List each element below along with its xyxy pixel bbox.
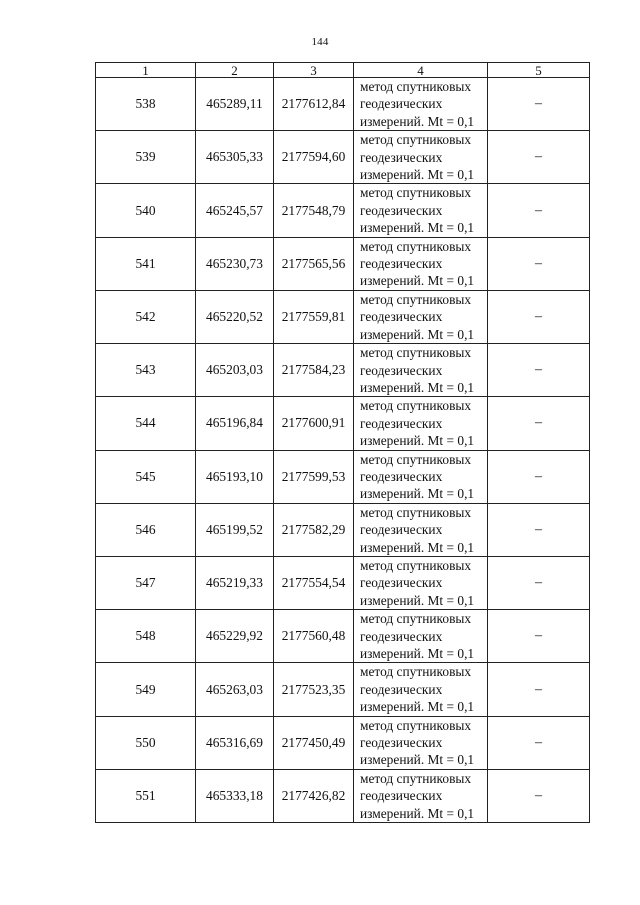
method-cell <box>354 184 488 237</box>
method-text-line: геодезических <box>360 149 443 165</box>
point-number-cell: 538 <box>96 78 196 131</box>
table-row <box>96 184 590 237</box>
column-header-2: 2 <box>196 63 274 78</box>
column-header-3: 3 <box>274 63 354 78</box>
note-cell: – <box>488 610 590 663</box>
x-coordinate-cell: 465289,11 <box>196 78 274 131</box>
x-coordinate-cell: 465220,52 <box>196 290 274 343</box>
table-row <box>96 450 590 503</box>
column-header-5: 5 <box>488 63 590 78</box>
method-text-line: метод спутниковых <box>360 132 472 148</box>
y-coordinate-cell: 2177523,35 <box>274 663 354 716</box>
y-coordinate-cell: 2177554,54 <box>274 556 354 609</box>
x-coordinate-cell: 465193,10 <box>196 450 274 503</box>
table-row <box>96 503 590 556</box>
note-cell: – <box>488 344 590 397</box>
note-cell: – <box>488 556 590 609</box>
method-cell <box>354 450 488 503</box>
column-header-1: 1 <box>96 63 196 78</box>
x-coordinate-cell: 465305,33 <box>196 131 274 184</box>
column-header-4: 4 <box>354 63 488 78</box>
x-coordinate-cell: 465316,69 <box>196 716 274 769</box>
point-number-cell: 551 <box>96 769 196 822</box>
method-text-line: метод спутниковых <box>360 398 472 414</box>
y-coordinate-cell: 2177548,79 <box>274 184 354 237</box>
y-coordinate-cell: 2177426,82 <box>274 769 354 822</box>
y-coordinate-cell: 2177584,23 <box>274 344 354 397</box>
point-number-cell: 543 <box>96 344 196 397</box>
method-text-line: метод спутниковых <box>360 770 472 786</box>
method-cell <box>354 131 488 184</box>
note-cell: – <box>488 503 590 556</box>
method-text-line: измерений. Mt = 0,1 <box>360 539 475 555</box>
y-coordinate-cell: 2177582,29 <box>274 503 354 556</box>
method-text-line: метод спутниковых <box>360 238 472 254</box>
y-coordinate-cell: 2177599,53 <box>274 450 354 503</box>
method-text-line: измерений. Mt = 0,1 <box>360 326 475 342</box>
point-number-cell: 546 <box>96 503 196 556</box>
method-cell <box>354 290 488 343</box>
method-text-line: геодезических <box>360 788 443 804</box>
y-coordinate-cell: 2177600,91 <box>274 397 354 450</box>
y-coordinate-cell: 2177612,84 <box>274 78 354 131</box>
table-row <box>96 610 590 663</box>
note-cell: – <box>488 131 590 184</box>
method-cell <box>354 237 488 290</box>
method-text-line: измерений. Mt = 0,1 <box>360 167 475 183</box>
table-row <box>96 716 590 769</box>
coordinates-table <box>95 62 590 823</box>
method-cell <box>354 716 488 769</box>
note-cell: – <box>488 450 590 503</box>
point-number-cell: 540 <box>96 184 196 237</box>
method-text-line: геодезических <box>360 256 443 272</box>
method-cell <box>354 769 488 822</box>
method-text-line: измерений. Mt = 0,1 <box>360 592 475 608</box>
method-cell <box>354 556 488 609</box>
method-cell <box>354 78 488 131</box>
note-cell: – <box>488 237 590 290</box>
method-text-line: измерений. Mt = 0,1 <box>360 752 475 768</box>
table-row <box>96 769 590 822</box>
method-cell <box>354 344 488 397</box>
table-row <box>96 237 590 290</box>
x-coordinate-cell: 465230,73 <box>196 237 274 290</box>
method-text-line: метод спутниковых <box>360 291 472 307</box>
method-text-line: измерений. Mt = 0,1 <box>360 486 475 502</box>
point-number-cell: 545 <box>96 450 196 503</box>
method-text-line: метод спутниковых <box>360 664 472 680</box>
method-text-line: геодезических <box>360 681 443 697</box>
x-coordinate-cell: 465263,03 <box>196 663 274 716</box>
method-text-line: метод спутниковых <box>360 717 472 733</box>
note-cell: – <box>488 184 590 237</box>
note-cell: – <box>488 716 590 769</box>
x-coordinate-cell: 465196,84 <box>196 397 274 450</box>
table-row <box>96 78 590 131</box>
method-text-line: измерений. Mt = 0,1 <box>360 220 475 236</box>
x-coordinate-cell: 465199,52 <box>196 503 274 556</box>
point-number-cell: 541 <box>96 237 196 290</box>
point-number-cell: 539 <box>96 131 196 184</box>
method-text-line: геодезических <box>360 309 443 325</box>
y-coordinate-cell: 2177450,49 <box>274 716 354 769</box>
note-cell: – <box>488 663 590 716</box>
method-text-line: метод спутниковых <box>360 451 472 467</box>
method-text-line: геодезических <box>360 415 443 431</box>
method-cell <box>354 663 488 716</box>
method-text-line: метод спутниковых <box>360 611 472 627</box>
method-text-line: измерений. Mt = 0,1 <box>360 113 475 129</box>
method-text-line: измерений. Mt = 0,1 <box>360 805 475 821</box>
x-coordinate-cell: 465229,92 <box>196 610 274 663</box>
note-cell: – <box>488 78 590 131</box>
table-row <box>96 344 590 397</box>
method-text-line: метод спутниковых <box>360 79 472 94</box>
method-text-line: метод спутниковых <box>360 504 472 520</box>
y-coordinate-cell: 2177594,60 <box>274 131 354 184</box>
method-cell <box>354 503 488 556</box>
table-header-row <box>96 63 590 78</box>
method-text-line: измерений. Mt = 0,1 <box>360 273 475 289</box>
point-number-cell: 544 <box>96 397 196 450</box>
note-cell: – <box>488 290 590 343</box>
note-cell: – <box>488 397 590 450</box>
method-cell <box>354 610 488 663</box>
y-coordinate-cell: 2177559,81 <box>274 290 354 343</box>
method-text-line: геодезических <box>360 468 443 484</box>
method-text-line: измерений. Mt = 0,1 <box>360 379 475 395</box>
point-number-cell: 547 <box>96 556 196 609</box>
x-coordinate-cell: 465219,33 <box>196 556 274 609</box>
method-text-line: измерений. Mt = 0,1 <box>360 699 475 715</box>
table-row <box>96 290 590 343</box>
point-number-cell: 542 <box>96 290 196 343</box>
method-text-line: геодезических <box>360 522 443 538</box>
x-coordinate-cell: 465333,18 <box>196 769 274 822</box>
method-text-line: метод спутниковых <box>360 185 472 201</box>
table-row <box>96 131 590 184</box>
table-body <box>96 78 590 823</box>
note-cell: – <box>488 769 590 822</box>
method-text-line: измерений. Mt = 0,1 <box>360 646 475 661</box>
method-cell <box>354 397 488 450</box>
table-row <box>96 556 590 609</box>
method-text-line: геодезических <box>360 575 443 591</box>
method-text-line: геодезических <box>360 202 443 218</box>
y-coordinate-cell: 2177560,48 <box>274 610 354 663</box>
x-coordinate-cell: 465245,57 <box>196 184 274 237</box>
method-text-line: геодезических <box>360 735 443 751</box>
method-text-line: метод спутниковых <box>360 557 472 573</box>
method-text-line: геодезических <box>360 628 443 644</box>
point-number-cell: 548 <box>96 610 196 663</box>
point-number-cell: 550 <box>96 716 196 769</box>
method-text-line: метод спутниковых <box>360 345 472 361</box>
x-coordinate-cell: 465203,03 <box>196 344 274 397</box>
table-row <box>96 397 590 450</box>
y-coordinate-cell: 2177565,56 <box>274 237 354 290</box>
method-text-line: геодезических <box>360 362 443 378</box>
method-text-line: геодезических <box>360 96 443 112</box>
method-text-line: измерений. Mt = 0,1 <box>360 433 475 449</box>
page-number: 144 <box>311 36 329 48</box>
point-number-cell: 549 <box>96 663 196 716</box>
table-row <box>96 663 590 716</box>
